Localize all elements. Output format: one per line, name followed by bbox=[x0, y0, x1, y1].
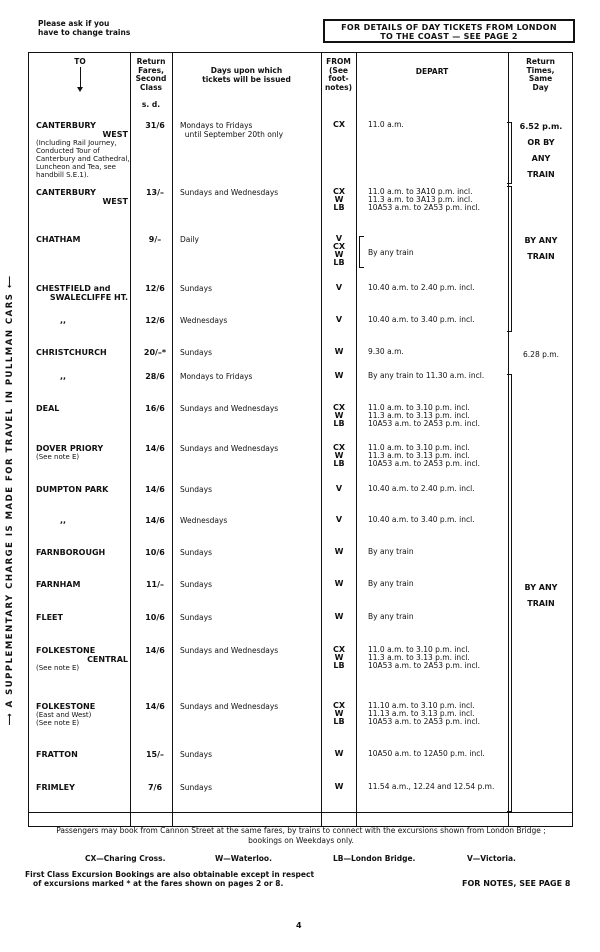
fare-cell: 12/6 bbox=[145, 284, 165, 293]
destination-name-cont: CENTRAL bbox=[87, 655, 128, 664]
destination-cell bbox=[36, 783, 136, 792]
legend-cx: CX—Charing Cross. bbox=[85, 854, 166, 863]
fare-cell: 15/– bbox=[145, 750, 165, 759]
destination-cell bbox=[36, 613, 136, 622]
header-return-line: Day bbox=[532, 82, 549, 92]
destination-name: CANTERBURY bbox=[36, 188, 96, 197]
return-text: OR BY bbox=[527, 138, 555, 147]
destination-name: DOVER PRIORY bbox=[36, 444, 104, 453]
destination-name: ,, bbox=[60, 316, 67, 325]
header-fares-line: Fares, bbox=[138, 65, 164, 75]
header-fares-line: Class bbox=[139, 82, 163, 92]
destination-note: (Including Rail Journey, Conducted Tour of Canterbury and Cathedral, Luncheon and Tea, see handbill S.E.1). bbox=[36, 139, 130, 179]
fare-cell: 13/– bbox=[145, 188, 165, 197]
destination-cell bbox=[36, 235, 136, 244]
return-text: TRAIN bbox=[527, 170, 555, 179]
depart-cell: 10.40 a.m. to 3.40 p.m. incl. bbox=[368, 515, 475, 524]
return-text: TRAIN bbox=[527, 599, 555, 608]
from-cell: CX bbox=[332, 120, 346, 129]
return-text: BY ANY bbox=[524, 236, 558, 245]
destination-name: CANTERBURY bbox=[36, 121, 96, 130]
days-cell: Wednesdays bbox=[180, 316, 228, 325]
destination-cell bbox=[36, 444, 136, 461]
destination-name: FRIMLEY bbox=[36, 783, 75, 792]
header-from-line: foot- bbox=[328, 74, 349, 83]
down-arrow-head-icon bbox=[77, 87, 83, 92]
days-cell: Sundays bbox=[180, 783, 212, 792]
return-canterbury bbox=[512, 119, 570, 183]
header-return-line: Times, bbox=[526, 65, 555, 75]
header-return-line: Return bbox=[526, 57, 555, 66]
destination-name: FOLKESTONE bbox=[36, 646, 96, 655]
fare-cell: 12/6 bbox=[145, 316, 165, 325]
from-cell: W bbox=[334, 347, 344, 356]
change-trains-note-line2: have to change trains bbox=[38, 28, 131, 37]
fare-cell: 10/6 bbox=[145, 548, 165, 557]
fare-cell: 11/– bbox=[145, 580, 165, 589]
destination-cell bbox=[36, 548, 136, 557]
destination-note: (East and West) (See note E) bbox=[36, 711, 92, 727]
destination-name: FARNBOROUGH bbox=[36, 548, 106, 557]
days-cell: Sundays bbox=[180, 580, 212, 589]
return-chatham bbox=[512, 233, 570, 265]
header-days bbox=[172, 67, 321, 84]
header-from-line: notes) bbox=[324, 82, 353, 92]
depart-cell: 11.0 a.m. to 3.10 p.m. incl. 11.3 a.m. to 3.13 p.m. incl. 10A53 a.m. to 2A53 p.m. incl. bbox=[368, 403, 481, 428]
destination-note: (See note E) bbox=[36, 453, 80, 461]
from-cell: V bbox=[335, 484, 343, 493]
pullman-sidebar-text bbox=[5, 274, 15, 725]
depart-cell: 11.0 a.m. to 3A10 p.m. incl. 11.3 a.m. to 3A13 p.m. incl. 10A53 a.m. to 2A53 p.m. incl. bbox=[368, 187, 481, 212]
fare-cell: 9/– bbox=[148, 235, 162, 244]
fare-cell: 28/6 bbox=[145, 372, 165, 381]
brace bbox=[507, 374, 512, 812]
destination-name-cont: WEST bbox=[102, 197, 128, 206]
destination-name: CHRISTCHURCH bbox=[36, 348, 107, 357]
destination-name: CHATHAM bbox=[36, 235, 81, 244]
day-tickets-line2: TO THE COAST — SEE PAGE 2 bbox=[380, 32, 518, 41]
destination-cell bbox=[36, 316, 136, 325]
days-cell: Sundays bbox=[180, 750, 212, 759]
left-arrow-icon: ⟵ bbox=[5, 274, 15, 289]
depart-cell: By any train bbox=[368, 248, 414, 257]
legend-lb: LB—London Bridge. bbox=[333, 854, 416, 863]
days-cell: Sundays and Wednesdays bbox=[180, 404, 279, 413]
destination-name-cont: WEST bbox=[102, 130, 128, 139]
from-cell: V bbox=[335, 515, 343, 524]
destination-name: DUMPTON PARK bbox=[36, 485, 109, 494]
column-divider bbox=[356, 52, 357, 827]
header-to bbox=[30, 58, 130, 92]
destination-cell bbox=[36, 516, 136, 525]
destination-name: FARNHAM bbox=[36, 580, 81, 589]
change-trains-note-line1: Please ask if you bbox=[38, 19, 110, 28]
fare-cell: 16/6 bbox=[145, 404, 165, 413]
days-cell: Sundays and Wednesdays bbox=[180, 188, 279, 197]
destination-name: ,, bbox=[60, 516, 67, 525]
destination-name-cont: SWALECLIFFE HT. bbox=[49, 293, 128, 302]
column-divider bbox=[321, 52, 322, 827]
right-arrow-icon: ⟶ bbox=[5, 711, 15, 726]
header-return-line: Same bbox=[528, 74, 553, 83]
depart-cell: 10.40 a.m. to 2.40 p.m. incl. bbox=[368, 283, 475, 292]
footer-divider bbox=[28, 812, 573, 813]
header-fares-line: Return bbox=[136, 57, 166, 66]
header-return bbox=[508, 58, 573, 92]
header-fares bbox=[130, 58, 172, 92]
cannon-street-note: Passengers may book from Cannon Street at the same fares, by trains to connect with the excursions shown from London Bridge ; bookings on Weekdays only. bbox=[56, 826, 546, 845]
return-text: 6.52 p.m. bbox=[519, 122, 563, 131]
destination-name: ,, bbox=[60, 372, 67, 381]
return-christchurch: 6.28 p.m. bbox=[523, 350, 559, 359]
header-from-line: (See bbox=[328, 65, 348, 75]
destination-note: (See note E) bbox=[36, 664, 80, 672]
depart-cell: 11.54 a.m., 12.24 and 12.54 p.m. bbox=[368, 782, 495, 791]
fare-cell: 14/6 bbox=[145, 702, 165, 711]
fare-cell: 14/6 bbox=[145, 444, 165, 453]
notes-reference: FOR NOTES, SEE PAGE 8 bbox=[462, 879, 571, 888]
destination-name: FRATTON bbox=[36, 750, 78, 759]
day-tickets-box bbox=[323, 19, 575, 43]
from-cell: W bbox=[334, 547, 344, 556]
days-cell: Sundays and Wednesdays bbox=[180, 444, 279, 453]
destination-cell bbox=[36, 121, 136, 179]
days-cell: Sundays bbox=[180, 348, 212, 357]
fare-cell: 14/6 bbox=[145, 646, 165, 655]
fare-cell: 14/6 bbox=[145, 485, 165, 494]
header-from bbox=[321, 58, 356, 92]
days-cell: Sundays bbox=[180, 485, 212, 494]
first-class-note bbox=[25, 870, 314, 888]
from-cell: V CX W LB bbox=[332, 234, 346, 267]
days-cell: Sundays bbox=[180, 284, 212, 293]
destination-cell bbox=[36, 485, 136, 494]
from-cell: V bbox=[335, 283, 343, 292]
from-cell: W bbox=[334, 749, 344, 758]
destination-cell bbox=[36, 646, 136, 672]
days-cell: Sundays bbox=[180, 548, 212, 557]
fare-cell: 20/–* bbox=[143, 348, 167, 357]
days-cell: Sundays bbox=[180, 613, 212, 622]
return-text: BY ANY bbox=[524, 583, 558, 592]
depart-cell: By any train bbox=[368, 612, 414, 621]
first-class-line: First Class Excursion Bookings are also obtainable except in respect bbox=[25, 870, 315, 879]
change-trains-note bbox=[38, 19, 130, 37]
header-fares-line: Second bbox=[135, 74, 167, 83]
day-tickets-line1: FOR DETAILS OF DAY TICKETS FROM LONDON bbox=[341, 23, 557, 32]
from-cell: CX W LB bbox=[332, 403, 346, 428]
days-cell: Wednesdays bbox=[180, 516, 228, 525]
from-cell: W bbox=[334, 579, 344, 588]
depart-cell: By any train bbox=[368, 547, 414, 556]
from-cell: CX W LB bbox=[332, 187, 346, 212]
header-to-label: TO bbox=[74, 57, 86, 66]
from-cell: CX W LB bbox=[332, 701, 346, 726]
fare-cell: 7/6 bbox=[147, 783, 163, 792]
days-cell: Mondays to Fridays bbox=[180, 372, 253, 381]
pullman-sidebar-label: A SUPPLEMENTARY CHARGE IS MADE FOR TRAVEL IN PULLMAN CARS bbox=[5, 292, 15, 708]
destination-name: DEAL bbox=[36, 404, 60, 413]
days-cell: Mondays to Fridays until September 20th only bbox=[180, 121, 284, 139]
page-number: 4 bbox=[296, 921, 302, 930]
header-depart: DEPART bbox=[415, 67, 449, 76]
pullman-sidebar bbox=[0, 200, 20, 820]
destination-cell bbox=[36, 348, 136, 357]
depart-cell: 10.40 a.m. to 3.40 p.m. incl. bbox=[368, 315, 475, 324]
return-text: TRAIN bbox=[527, 252, 555, 261]
fare-cell: 31/6 bbox=[145, 121, 165, 130]
currency-label: s. d. bbox=[141, 100, 161, 109]
depart-cell: By any train to 11.30 a.m. incl. bbox=[368, 371, 485, 380]
from-cell: CX W LB bbox=[332, 443, 346, 468]
destination-cell bbox=[36, 284, 136, 302]
from-cell: CX W LB bbox=[332, 645, 346, 670]
destination-name: CHESTFIELD and bbox=[36, 284, 111, 293]
fare-cell: 14/6 bbox=[145, 516, 165, 525]
first-class-line: of excursions marked * at the fares shown on pages 2 or 8. bbox=[33, 879, 284, 888]
legend-v: V—Victoria. bbox=[467, 854, 516, 863]
depart-cell: 11.0 a.m. to 3.10 p.m. incl. 11.3 a.m. to 3.13 p.m. incl. 10A53 a.m. to 2A53 p.m. incl. bbox=[368, 443, 481, 468]
header-days-line: Days upon which bbox=[210, 66, 283, 75]
destination-cell bbox=[36, 404, 136, 413]
destination-cell bbox=[36, 580, 136, 589]
header-from-line: FROM bbox=[326, 57, 351, 66]
destination-cell bbox=[36, 750, 136, 759]
brace bbox=[359, 236, 364, 268]
from-cell: W bbox=[334, 371, 344, 380]
days-cell: Sundays and Wednesdays bbox=[180, 702, 279, 711]
destination-cell bbox=[36, 372, 136, 381]
destination-cell bbox=[36, 702, 136, 727]
days-cell: Daily bbox=[180, 235, 199, 244]
depart-cell: 9.30 a.m. bbox=[368, 347, 404, 356]
depart-cell: 10A50 a.m. to 12A50 p.m. incl. bbox=[368, 749, 485, 758]
header-days-line: tickets will be issued bbox=[202, 74, 291, 84]
days-cell: Sundays and Wednesdays bbox=[180, 646, 279, 655]
brace bbox=[507, 122, 512, 184]
depart-cell: 11.0 a.m. to 3.10 p.m. incl. 11.3 a.m. to 3.13 p.m. incl. 10A53 a.m. to 2A53 p.m. incl. bbox=[368, 645, 481, 670]
return-farnham bbox=[512, 580, 570, 612]
return-text: ANY bbox=[531, 154, 551, 163]
fare-cell: 10/6 bbox=[145, 613, 165, 622]
from-cell: V bbox=[335, 315, 343, 324]
from-cell: W bbox=[334, 612, 344, 621]
depart-cell: By any train bbox=[368, 579, 414, 588]
destination-name: FOLKESTONE bbox=[36, 702, 96, 711]
depart-cell: 10.40 a.m. to 2.40 p.m. incl. bbox=[368, 484, 475, 493]
destination-name: FLEET bbox=[36, 613, 63, 622]
down-arrow-icon bbox=[80, 67, 81, 89]
legend-w: W—Waterloo. bbox=[215, 854, 272, 863]
destination-cell bbox=[36, 188, 136, 206]
depart-cell: 11.0 a.m. bbox=[368, 120, 404, 129]
from-cell: W bbox=[334, 782, 344, 791]
brace bbox=[507, 186, 512, 332]
depart-cell: 11.10 a.m. to 3.10 p.m. incl. 11.13 a.m. to 3.13 p.m. incl. 10A53 a.m. to 2A53 p.m. incl. bbox=[368, 701, 481, 726]
